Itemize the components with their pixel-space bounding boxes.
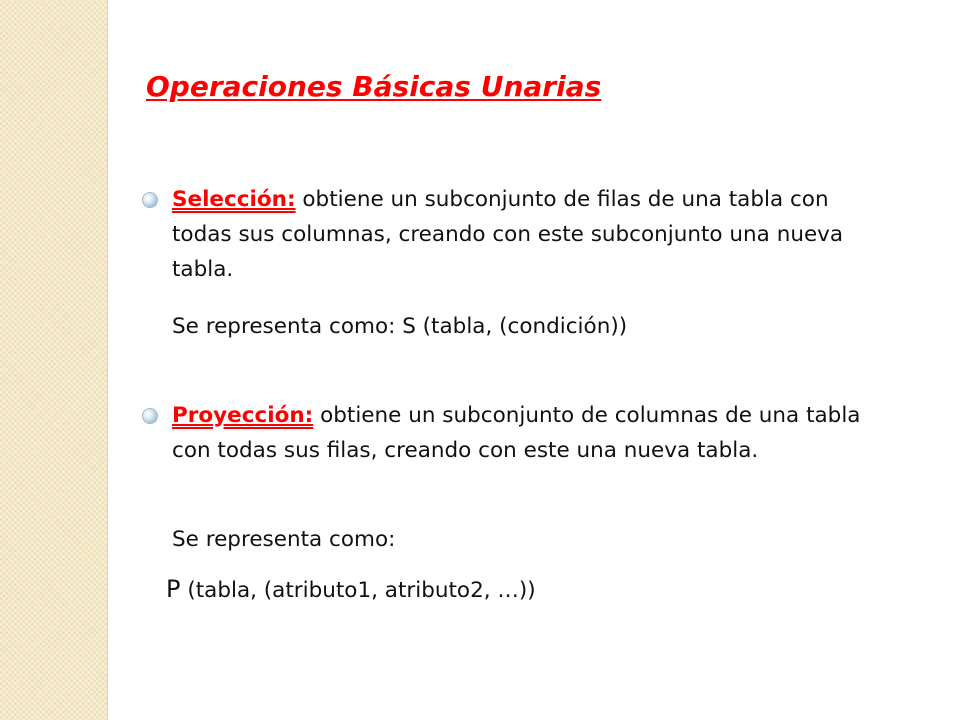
- proyeccion-representation-formula: [166, 572, 536, 608]
- slide-title: Operaciones Básicas Unarias: [146, 70, 602, 103]
- term-proyeccion: Proyección:: [172, 403, 314, 428]
- proyeccion-symbol: P: [166, 575, 181, 603]
- bullet-dot-icon: [142, 408, 158, 424]
- bullet-seleccion-text: [172, 182, 862, 287]
- bullet-proyeccion-text: [172, 398, 862, 468]
- bullet-seleccion: [142, 182, 862, 287]
- seleccion-description: obtiene un subconjunto de filas de una tabla con todas sus columnas, creando con este subconjunto una nueva tabla.: [172, 187, 844, 282]
- bullet-dot-icon: [142, 192, 158, 208]
- decorative-side-band: [0, 0, 108, 720]
- proyeccion-representation-label: Se representa como:: [172, 527, 396, 552]
- bullet-proyeccion: [142, 398, 862, 468]
- seleccion-representation: Se representa como: S (tabla, (condición)): [172, 314, 628, 339]
- proyeccion-formula: (tabla, (atributo1, atributo2, …)): [187, 578, 536, 603]
- term-seleccion: Selección:: [172, 187, 296, 212]
- proyeccion-description: obtiene un subconjunto de columnas de una tabla con todas sus filas, creando con este una nueva tabla.: [172, 403, 861, 463]
